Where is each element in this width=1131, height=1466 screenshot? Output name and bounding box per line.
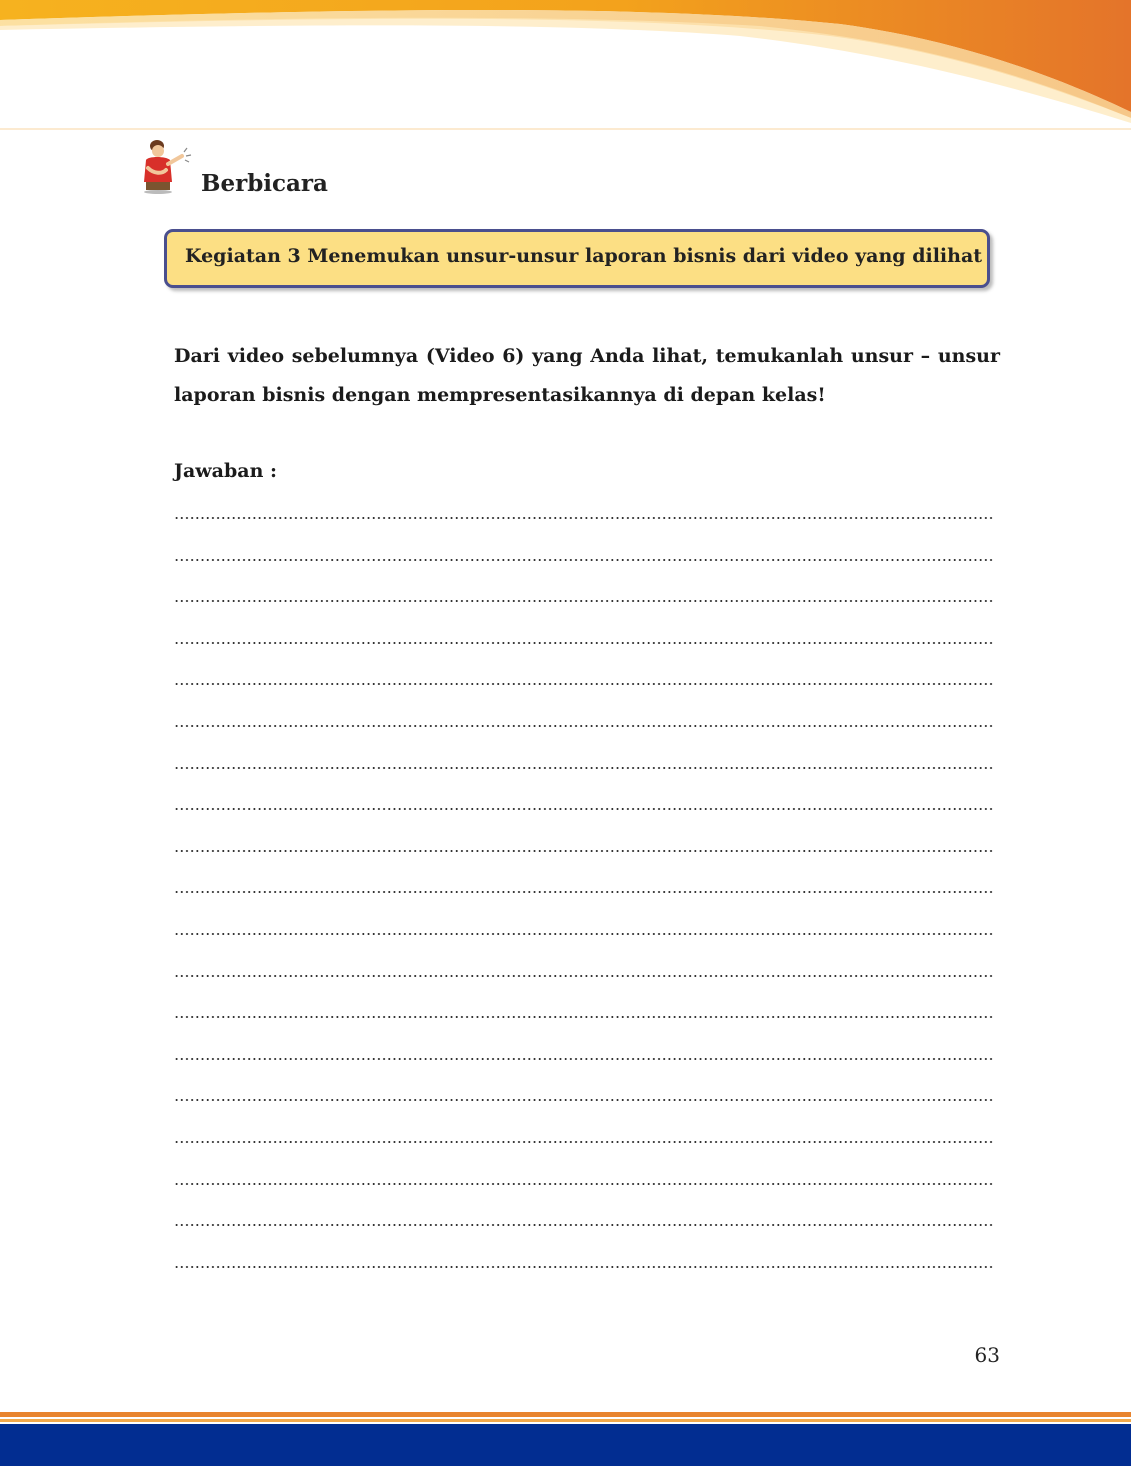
answer-line bbox=[174, 1177, 994, 1219]
answer-label: Jawaban : bbox=[174, 460, 278, 482]
instruction-text: Dari video sebelumnya (Video 6) yang Anda lihat, temukanlah unsur – unsur laporan bisnis dengan mempresentasikannya di depan kelas! bbox=[174, 345, 1000, 406]
answer-line bbox=[174, 844, 994, 886]
answer-line bbox=[174, 885, 994, 927]
answer-line bbox=[174, 1052, 994, 1094]
answer-line bbox=[174, 1093, 994, 1135]
answer-line bbox=[174, 927, 994, 969]
speaking-person-icon bbox=[140, 138, 192, 194]
answer-line bbox=[174, 677, 994, 719]
answer-lines bbox=[174, 511, 994, 1301]
answer-line bbox=[174, 1218, 994, 1260]
page-number: 63 bbox=[974, 1343, 1000, 1367]
activity-banner bbox=[164, 229, 990, 288]
header-wave-decoration bbox=[0, 0, 1131, 135]
answer-line bbox=[174, 761, 994, 803]
answer-line bbox=[174, 969, 994, 1011]
answer-line bbox=[174, 511, 994, 553]
footer-band-decoration bbox=[0, 1408, 1131, 1466]
answer-line bbox=[174, 1010, 994, 1052]
answer-line bbox=[174, 553, 994, 595]
answer-line bbox=[174, 1260, 994, 1302]
section-title: Berbicara bbox=[201, 170, 328, 197]
answer-line bbox=[174, 719, 994, 761]
answer-line bbox=[174, 636, 994, 678]
answer-line bbox=[174, 1135, 994, 1177]
activity-title: Kegiatan 3 Menemukan unsur-unsur laporan bisnis dari video yang dilihat bbox=[185, 245, 983, 267]
answer-line bbox=[174, 594, 994, 636]
answer-line bbox=[174, 802, 994, 844]
